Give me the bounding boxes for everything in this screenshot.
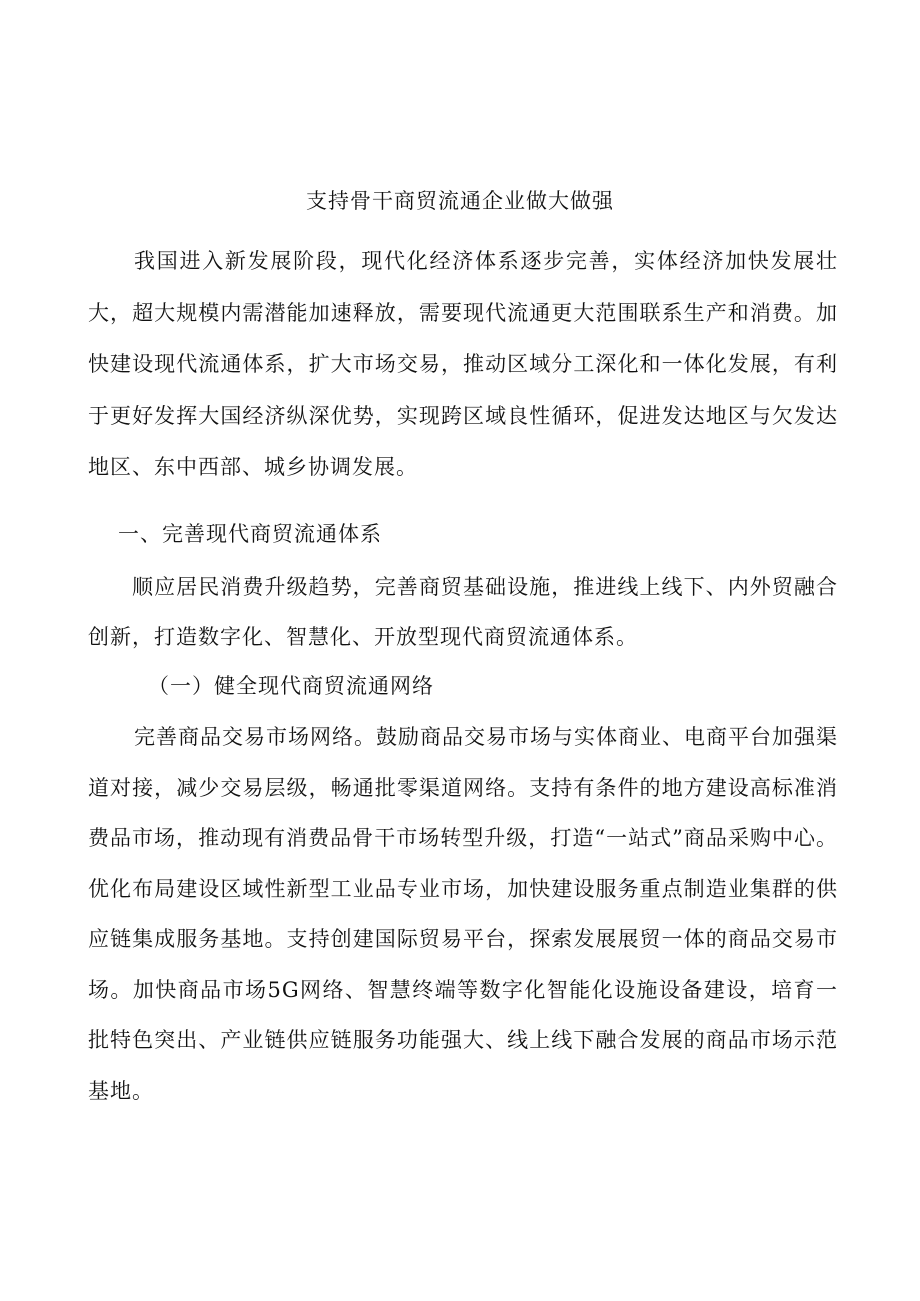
section-heading: 一、完善现代商贸流通体系 [118, 522, 382, 546]
intro-paragraph: 我国进入新发展阶段，现代化经济体系逐步完善，实体经济加快发展壮大，超大规模内需潜能加速释放，需要现代流通更大范围联系生产和消费。加快建设现代流通体系，扩大市场交易，推动区域分工深化和一体化发展，有利于更好发挥大国经济纵深优势，实现跨区域良性循环，促进发达地区与欠发达地区、东中西部、城乡协调发展。 [88, 249, 838, 479]
subsection-heading: （一）健全现代商贸流通网络 [148, 674, 434, 698]
subsection-paragraph: 完善商品交易市场网络。鼓励商品交易市场与实体商业、电商平台加强渠道对接，减少交易层级，畅通批零渠道网络。支持有条件的地方建设高标准消费品市场，推动现有消费品骨干市场转型升级，打造“一站式”商品采购中心。优化布局建设区域性新型工业品专业市场，加快建设服务重点制造业集群的供应链集成服务基地。支持创建国际贸易平台，探索发展展贸一体的商品交易市场。加快商品市场5G网络、智慧终端等数字化智能化设施设备建设，培育一批特色突出、产业链供应链服务功能强大、线上线下融合发展的商品市场示范基地。 [88, 725, 838, 1103]
document-title: 支持骨干商贸流通企业做大做强 [306, 189, 614, 213]
section-paragraph: 顺应居民消费升级趋势，完善商贸基础设施，推进线上线下、内外贸融合创新，打造数字化、智慧化、开放型现代商贸流通体系。 [88, 575, 838, 649]
